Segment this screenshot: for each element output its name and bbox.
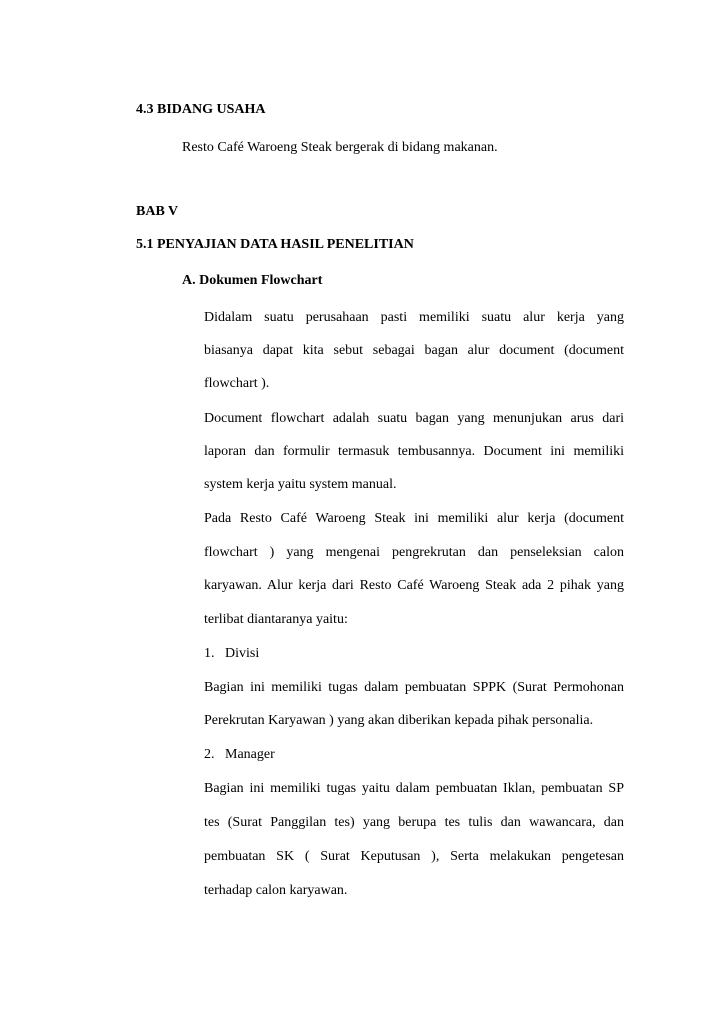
chapter-title: BAB V [136, 204, 179, 219]
section-heading-4-3: 4.3 BIDANG USAHA [136, 102, 266, 117]
paragraph-line: terhadap calon karyawan. [204, 883, 348, 898]
paragraph-line: Pada Resto Café Waroeng Steak ini memiliki alur kerja (document [204, 511, 624, 526]
paragraph-line: pembuatan SK ( Surat Keputusan ), Serta melakukan pengetesan [204, 849, 624, 864]
paragraph-line: laporan dan formulir termasuk tembusannya. Document ini memiliki [204, 444, 624, 459]
paragraph-line: Bagian ini memiliki tugas dalam pembuatan SPPK (Surat Permohonan [204, 680, 624, 695]
paragraph-line: terlibat diantaranya yaitu: [204, 612, 348, 627]
paragraph-line: tes (Surat Panggilan tes) yang berupa tes tulis dan wawancara, dan [204, 815, 624, 830]
paragraph-line: flowchart ) yang mengenai pengrekrutan dan penseleksian calon [204, 545, 624, 560]
list-item-manager: 2. Manager [204, 747, 275, 762]
paragraph-line: biasanya dapat kita sebut sebagai bagan alur document (document [204, 343, 624, 358]
paragraph-line: flowchart ). [204, 376, 270, 391]
paragraph-line: karyawan. Alur kerja dari Resto Café Waroeng Steak ada 2 pihak yang [204, 578, 624, 593]
section-4-3-text: Resto Café Waroeng Steak bergerak di bidang makanan. [182, 140, 498, 155]
paragraph-line: system kerja yaitu system manual. [204, 477, 397, 492]
paragraph-line: Didalam suatu perusahaan pasti memiliki suatu alur kerja yang [204, 310, 624, 325]
section-heading-5-1: 5.1 PENYAJIAN DATA HASIL PENELITIAN [136, 237, 414, 252]
paragraph-line: Bagian ini memiliki tugas yaitu dalam pembuatan Iklan, pembuatan SP [204, 781, 624, 796]
paragraph-line: Perekrutan Karyawan ) yang akan diberikan kepada pihak personalia. [204, 713, 594, 728]
subsection-heading-a: A. Dokumen Flowchart [182, 273, 323, 288]
list-item-divisi: 1. Divisi [204, 646, 260, 661]
paragraph-line: Document flowchart adalah suatu bagan yang menunjukan arus dari [204, 411, 624, 426]
